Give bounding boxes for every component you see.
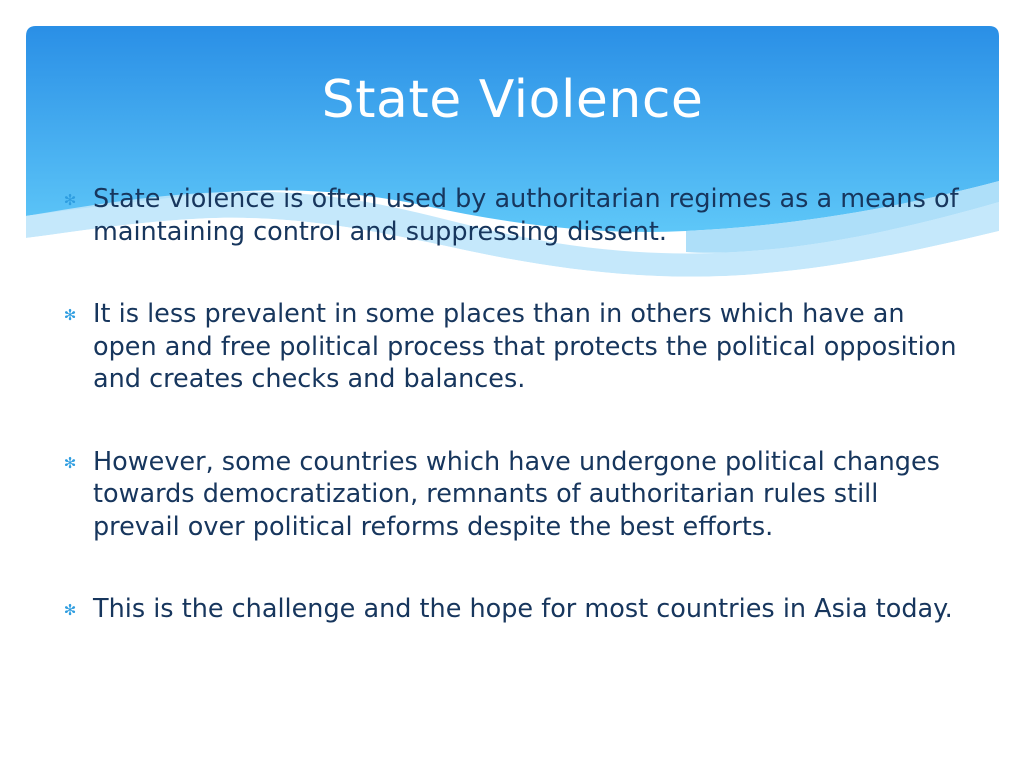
list-item [60,183,965,248]
bullet-list [60,183,965,626]
asterisk-bullet-icon: ✻ [63,453,77,472]
asterisk-bullet-icon: ✻ [63,191,77,209]
list-item [60,446,965,544]
asterisk-bullet-icon: ✻ [63,601,77,619]
bullet-text: However, some countries which have undergone political changes towards democratization, remnants of authoritarian rules still prevail over political reforms despite the best efforts. [93,446,940,542]
bullet-text: State violence is often used by authoritarian regimes as a means of maintaining control and suppressing dissent. [93,184,959,247]
bullet-text: It is less prevalent in some places than in others which have an open and free political process that protects the political opposition and creates checks and balances. [93,299,957,394]
list-item [60,298,965,396]
asterisk-bullet-icon: ✻ [63,306,77,324]
slide-title: State Violence [321,70,704,130]
bullet-text: This is the challenge and the hope for most countries in Asia today. [93,594,953,624]
list-item [60,593,965,626]
